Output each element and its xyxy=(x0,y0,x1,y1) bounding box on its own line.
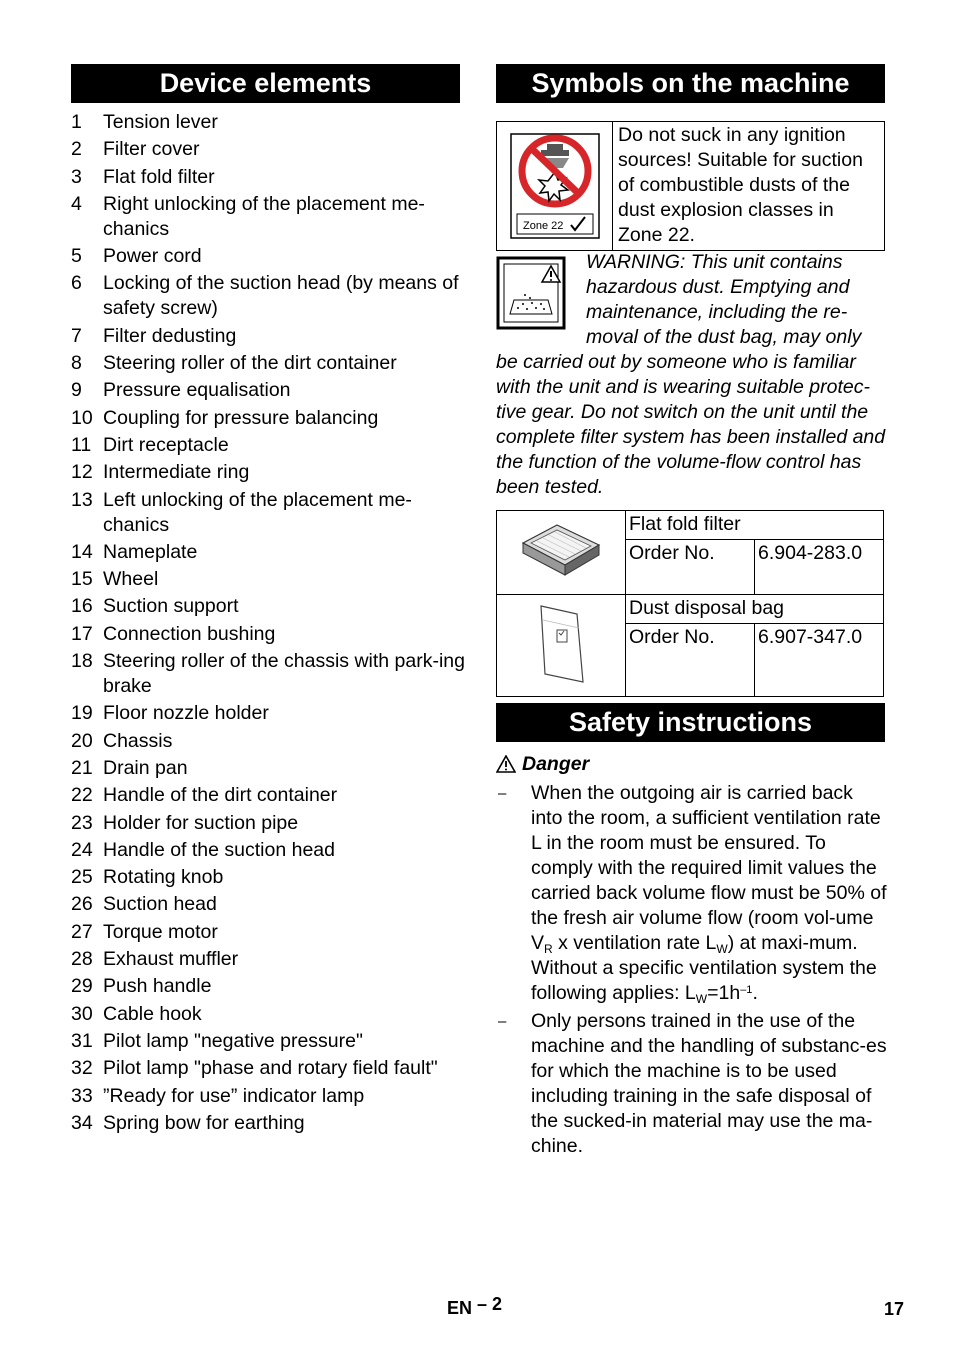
item-number: 11 xyxy=(71,433,92,456)
device-element-item xyxy=(71,729,466,754)
item-text: Steering roller of the chassis with park-ing brake xyxy=(103,650,465,698)
item-number: 31 xyxy=(71,1029,93,1052)
device-element-item xyxy=(71,892,466,917)
page-number: 17 xyxy=(884,1299,905,1319)
item-text: Cable hook xyxy=(103,1002,202,1025)
device-element-item xyxy=(71,974,466,999)
item-text: Nameplate xyxy=(103,540,198,563)
footer-language: EN – 2 xyxy=(447,1294,503,1318)
item-number: 14 xyxy=(71,540,93,563)
item-number: 12 xyxy=(71,461,93,484)
device-element-item xyxy=(71,622,466,647)
spare-parts-table xyxy=(496,510,884,697)
item-number: 30 xyxy=(71,1002,93,1025)
item-number: 2 xyxy=(71,138,82,161)
item-number: 29 xyxy=(71,975,93,998)
order-label: Order No. xyxy=(626,624,755,697)
item-number: 33 xyxy=(71,1084,93,1107)
device-elements-heading: Device elements xyxy=(71,64,460,103)
safety-instructions-heading: Safety instructions xyxy=(496,703,885,742)
item-number: 20 xyxy=(71,729,93,752)
item-number: 25 xyxy=(71,866,93,889)
item-text: Exhaust muffler xyxy=(103,948,239,971)
device-element-item xyxy=(71,701,466,726)
symbols-heading: Symbols on the machine xyxy=(496,64,885,103)
item-text: Right unlocking of the placement me-chanics xyxy=(103,192,425,240)
zone-22-label: Zone 22 xyxy=(523,220,564,232)
device-element-item xyxy=(71,110,466,135)
item-text: Filter dedusting xyxy=(103,324,237,347)
device-element-item xyxy=(71,244,466,269)
no-ignition-sources-icon xyxy=(497,122,613,250)
warning-text: WARNING: This unit contains hazardous dust. Emptying and maintenance, including the re-moval of the dust bag, may only be carried out by someone who is familiar with the unit and is wearing suitable protec-tive gear. Do not switch on the unit until the complete filter system has been installed and the function of the volume-flow control has been tested. xyxy=(496,251,886,498)
item-text: Torque motor xyxy=(103,920,218,943)
device-element-item xyxy=(71,324,466,349)
item-text: Suction head xyxy=(103,893,217,916)
device-element-item xyxy=(71,567,466,592)
dust-bag-icon xyxy=(497,595,626,697)
device-element-item xyxy=(71,838,466,863)
item-text: Pressure equalisation xyxy=(103,379,291,402)
item-text: Handle of the dirt container xyxy=(103,784,338,807)
device-element-item xyxy=(71,1029,466,1054)
item-text: Pilot lamp "negative pressure" xyxy=(103,1029,363,1052)
device-element-item xyxy=(71,920,466,945)
device-element-item xyxy=(71,378,466,403)
item-text: Coupling for pressure balancing xyxy=(103,406,379,429)
device-element-item xyxy=(71,865,466,890)
device-element-item xyxy=(71,1111,466,1136)
item-text: Flat fold filter xyxy=(103,165,215,188)
safety-bullet-ventilation: – When the outgoing air is carried back into the room, a sufficient ventilation rate L in the room must be ensured. To comply with the required limit values the carried back volume flow must be 50% of the fresh air volume flow (room vol-ume $V_R$ x ventilation rate $L_W$) at maxi-mum. Without a specific ventilation system the following applies: $L_W=1h^{-1}$. xyxy=(498,782,887,1006)
item-text: Wheel xyxy=(103,568,159,591)
item-number: 34 xyxy=(71,1111,93,1134)
item-number: 6 xyxy=(71,272,82,295)
hazardous-dust-warning-icon xyxy=(496,256,578,334)
item-text: Connection bushing xyxy=(103,622,276,645)
item-number: 23 xyxy=(71,811,93,834)
item-text: Tension lever xyxy=(103,111,218,133)
item-number: 1 xyxy=(71,111,82,133)
device-element-item xyxy=(71,460,466,485)
device-element-item xyxy=(71,1002,466,1027)
item-number: 7 xyxy=(71,324,82,347)
flat-fold-filter-order-no: 6.904-283.0 xyxy=(755,540,884,595)
device-element-item xyxy=(71,433,466,458)
flat-fold-filter-icon xyxy=(497,511,626,595)
ignition-symbol-box xyxy=(496,121,885,251)
item-number: 18 xyxy=(71,650,93,673)
item-number: 27 xyxy=(71,920,93,943)
item-text: Spring bow for earthing xyxy=(103,1111,305,1134)
device-element-item xyxy=(71,947,466,972)
item-text: Holder for suction pipe xyxy=(103,811,299,834)
item-number: 15 xyxy=(71,568,93,591)
hazardous-dust-warning xyxy=(496,250,888,500)
item-text: Rotating knob xyxy=(103,866,224,889)
dust-bag-name: Dust disposal bag xyxy=(626,595,884,624)
device-element-item xyxy=(71,1084,466,1109)
device-element-item xyxy=(71,811,466,836)
item-text: Push handle xyxy=(103,975,212,998)
item-text: Intermediate ring xyxy=(103,461,250,484)
item-number: 13 xyxy=(71,488,93,511)
item-text: Power cord xyxy=(103,245,202,268)
item-text: Suction support xyxy=(103,595,239,618)
item-number: 4 xyxy=(71,192,82,215)
item-text: Chassis xyxy=(103,729,173,752)
device-element-item xyxy=(71,594,466,619)
item-text: ”Ready for use” indicator lamp xyxy=(103,1084,365,1107)
item-text: Locking of the suction head (by means of safety screw) xyxy=(103,272,459,320)
item-text: Left unlocking of the placement me-chanics xyxy=(103,488,412,536)
danger-warning-icon xyxy=(496,755,516,773)
item-text: Dirt receptacle xyxy=(103,433,229,456)
device-element-item xyxy=(71,137,466,162)
dust-bag-order-no: 6.907-347.0 xyxy=(755,624,884,697)
item-text: Drain pan xyxy=(103,756,188,779)
order-label: Order No. xyxy=(626,540,755,595)
danger-label: Danger xyxy=(496,752,589,777)
device-element-item xyxy=(71,406,466,431)
item-number: 9 xyxy=(71,379,82,402)
device-element-item xyxy=(71,1056,466,1081)
item-number: 16 xyxy=(71,595,93,618)
device-element-item xyxy=(71,271,466,321)
item-number: 24 xyxy=(71,838,93,861)
item-number: 10 xyxy=(71,406,93,429)
device-element-item xyxy=(71,488,466,538)
device-element-item xyxy=(71,783,466,808)
device-element-item xyxy=(71,351,466,376)
item-text: Handle of the suction head xyxy=(103,838,336,861)
item-number: 26 xyxy=(71,893,93,916)
item-number: 21 xyxy=(71,756,93,779)
device-element-item xyxy=(71,756,466,781)
item-number: 3 xyxy=(71,165,82,188)
item-number: 22 xyxy=(71,784,93,807)
item-number: 32 xyxy=(71,1057,93,1080)
item-text: Pilot lamp "phase and rotary field fault" xyxy=(103,1057,438,1080)
device-element-item xyxy=(71,192,466,242)
item-number: 8 xyxy=(71,352,82,375)
item-text: Filter cover xyxy=(103,138,200,161)
item-number: 19 xyxy=(71,702,93,725)
device-element-item xyxy=(71,540,466,565)
flat-fold-filter-name: Flat fold filter xyxy=(626,511,884,540)
device-element-item xyxy=(71,165,466,190)
item-number: 28 xyxy=(71,948,93,971)
safety-bullet-trained-persons: – Only persons trained in the use of the machine and the handling of substanc-es for which the machine is to be used including training in the safe disposal of the sucked-in material may use the ma-chine. xyxy=(498,1010,887,1157)
item-text: Floor nozzle holder xyxy=(103,702,269,725)
item-number: 17 xyxy=(71,622,93,645)
ignition-sources-text: Do not suck in any ignition sources! Suitable for suction of combustible dusts of the dust explosion classes in Zone 22. xyxy=(618,124,863,246)
device-elements-list xyxy=(71,110,466,1138)
item-text: Steering roller of the dirt container xyxy=(103,352,397,375)
device-element-item xyxy=(71,649,466,699)
item-number: 5 xyxy=(71,245,82,268)
